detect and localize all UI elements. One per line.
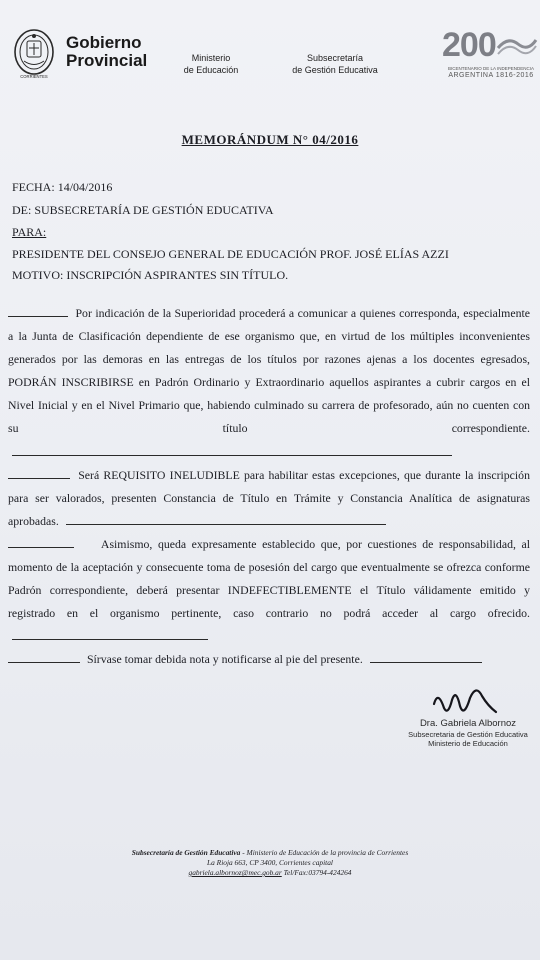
trailing-dash — [66, 516, 386, 525]
subject-line: MOTIVO: INSCRIPCIÓN ASPIRANTES SIN TÍTULO. — [12, 268, 289, 282]
paragraph-2-text-b: para habilitar estas excepciones, que durante la inscripción para ser valorados, presenten Constancia de Título en Trámite y Constancia Analítica de asignaturas aprobadas. — [8, 467, 530, 528]
footer-email: gabriela.albornoz@mec.gob.ar — [188, 868, 282, 877]
signatory-ministry: Ministerio de Educación — [428, 739, 508, 748]
letterhead-footer — [60, 848, 480, 878]
provincial-seal-icon — [12, 28, 56, 80]
gov-line-2: Provincial — [66, 51, 148, 70]
memo-title: MEMORÁNDUM N° 04/2016 — [181, 132, 359, 147]
paragraph-2-emphasis: REQUISITO INELUDIBLE — [103, 467, 240, 482]
from-line: DE: SUBSECRETARÍA DE GESTIÓN EDUCATIVA — [12, 203, 274, 217]
trailing-dash — [12, 631, 208, 640]
bicentennial-number: 200 — [442, 26, 496, 64]
subsec-line-1: Subsecretaría — [306, 53, 364, 63]
handwritten-signature-icon — [430, 682, 500, 722]
leading-dash — [8, 469, 70, 478]
leading-dash — [8, 308, 68, 317]
signatory-role: Subsecretaria de Gestión Educativa — [408, 730, 528, 739]
date-label: FECHA: — [12, 180, 55, 194]
paragraph-1-text-a: Por indicación de la Superioridad procederá a comunicar a quienes corresponda, especialmente a la Junta de Clasificación dependiente de ese organismo que, en virtud de los múltiples inconvenientes generados por las demoras en las entregas de los títulos por razones ajenas a los docentes egresados, — [8, 306, 531, 367]
gov-line-1: Gobierno — [66, 33, 142, 52]
trailing-dash — [12, 446, 452, 455]
date-line — [12, 180, 112, 194]
to-recipient: PRESIDENTE DEL CONSEJO GENERAL DE EDUCACIÓN PROF. JOSÉ ELÍAS AZZI — [12, 247, 449, 261]
flag-wave-icon — [496, 34, 538, 60]
paragraph-4-text: Sírvase tomar debida nota y notificarse al pie del presente. — [86, 652, 363, 667]
paragraph-1-text-b: en Padrón Ordinario y Extraordinario aquellos aspirantes a cubrir cargos en el Nivel Inicial y en el Nivel Primario que, habiendo culminado su carrera de profesorado, aún no cuenten con su título correspondiente. — [8, 375, 530, 436]
memo-body — [8, 302, 530, 672]
paragraph-3 — [8, 533, 530, 648]
trailing-dash — [370, 654, 482, 663]
paragraph-2-text-a: Será — [78, 467, 100, 482]
subsec-line-2: de Gestión Educativa — [292, 65, 378, 75]
bicentennial-logo — [440, 28, 540, 82]
footer-line-1 — [60, 848, 480, 858]
seal-caption: CORRIENTES — [20, 74, 48, 79]
ministry-name — [170, 52, 252, 76]
footer-phone: Tel/Fax:03794-424264 — [283, 868, 352, 877]
footer-address: La Rioja 663, CP 3400, Corrientes capital — [207, 858, 333, 867]
to-label: PARA: — [12, 225, 47, 239]
ministry-line-1: Ministerio — [191, 53, 231, 63]
paragraph-4 — [8, 648, 530, 671]
leading-dash — [8, 654, 80, 663]
paragraph-3-text-b: el Título válidamente emitido y registrado en el organismo pertinente, caso contrario no podrá acceder al cargo ofrecido. — [8, 583, 531, 621]
paragraph-3-emphasis: INDEFECTIBLEMENTE — [227, 583, 352, 598]
government-logo-text — [66, 34, 147, 70]
letterhead — [0, 0, 540, 100]
bicentennial-caption: BICENTENARIO DE LA INDEPENDENCIA — [447, 66, 535, 71]
paragraph-3-text-a: Asimismo, queda expresamente establecido que, por cuestiones de responsabilidad, al momento de la aceptación y consecuente toma de posesión del cargo que eventualmente se ofrezca conforme Padrón correspondiente, deberá presentar — [8, 536, 530, 598]
ministry-line-2: de Educación — [183, 65, 239, 75]
bicentennial-years: ARGENTINA 1816-2016 — [448, 72, 534, 79]
paragraph-1-emphasis: PODRÁN INSCRIBIRSE — [8, 375, 134, 390]
footer-office: Subsecretaría de Gestión Educativa — [131, 848, 241, 857]
leading-dash — [8, 539, 74, 548]
subsecretariat-name — [283, 52, 387, 76]
signature-block — [400, 718, 536, 748]
footer-contact — [60, 868, 480, 878]
paragraph-2 — [8, 464, 530, 533]
signatory-name: Dra. Gabriela Albornoz — [419, 718, 517, 729]
paragraph-1 — [8, 302, 530, 464]
footer-ministry: - Ministerio de Educación de la provincia de Corrientes — [242, 848, 409, 857]
date-value: 14/04/2016 — [57, 180, 113, 194]
